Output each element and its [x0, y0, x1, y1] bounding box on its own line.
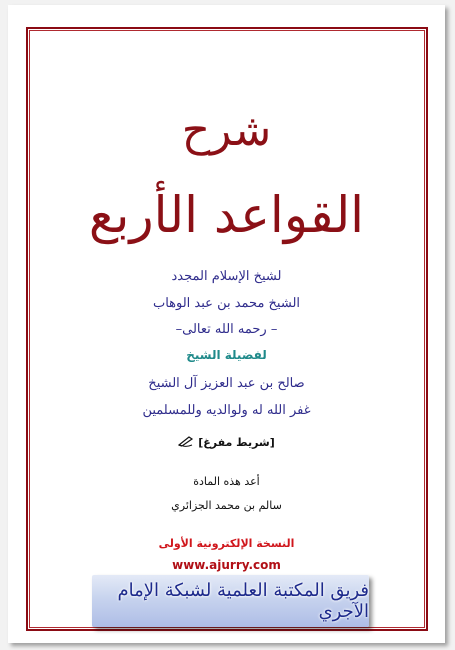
- subtitle-line-1: لشيخ الإسلام المجدد: [171, 269, 282, 284]
- title-line-2: القواعد الأربع: [88, 186, 365, 244]
- website-url: www.ajurry.com: [172, 558, 281, 572]
- document-page: [8, 5, 445, 643]
- lecturer-heading: لفضيلة الشيخ: [186, 348, 267, 362]
- prepared-by-label: أعد هذه المادة: [193, 475, 260, 488]
- title-line-1: شرح: [181, 105, 272, 156]
- lecturer-name: صالح بن عبد العزيز آل الشيخ: [148, 376, 305, 391]
- prepared-by-name: سالم بن محمد الجزائري: [171, 499, 282, 512]
- subtitle-line-3: – رحمه الله تعالى–: [175, 322, 278, 337]
- banner-text: فريق المكتبة العلمية لشبكة الإمام الآجري: [117, 580, 369, 622]
- tape-label-row: [8, 431, 445, 450]
- tape-label: [178, 435, 275, 450]
- subtitle-line-2: الشيخ محمد بن عبد الوهاب: [152, 296, 301, 311]
- edition-label: النسخة الإلكترونية الأولى: [158, 537, 295, 550]
- prayer-line: غفر الله له ولوالديه وللمسلمين: [142, 403, 311, 418]
- tape-label-text: [شريط مفرغ]: [198, 436, 275, 449]
- pen-icon: [178, 435, 194, 450]
- library-team-banner: [92, 575, 369, 627]
